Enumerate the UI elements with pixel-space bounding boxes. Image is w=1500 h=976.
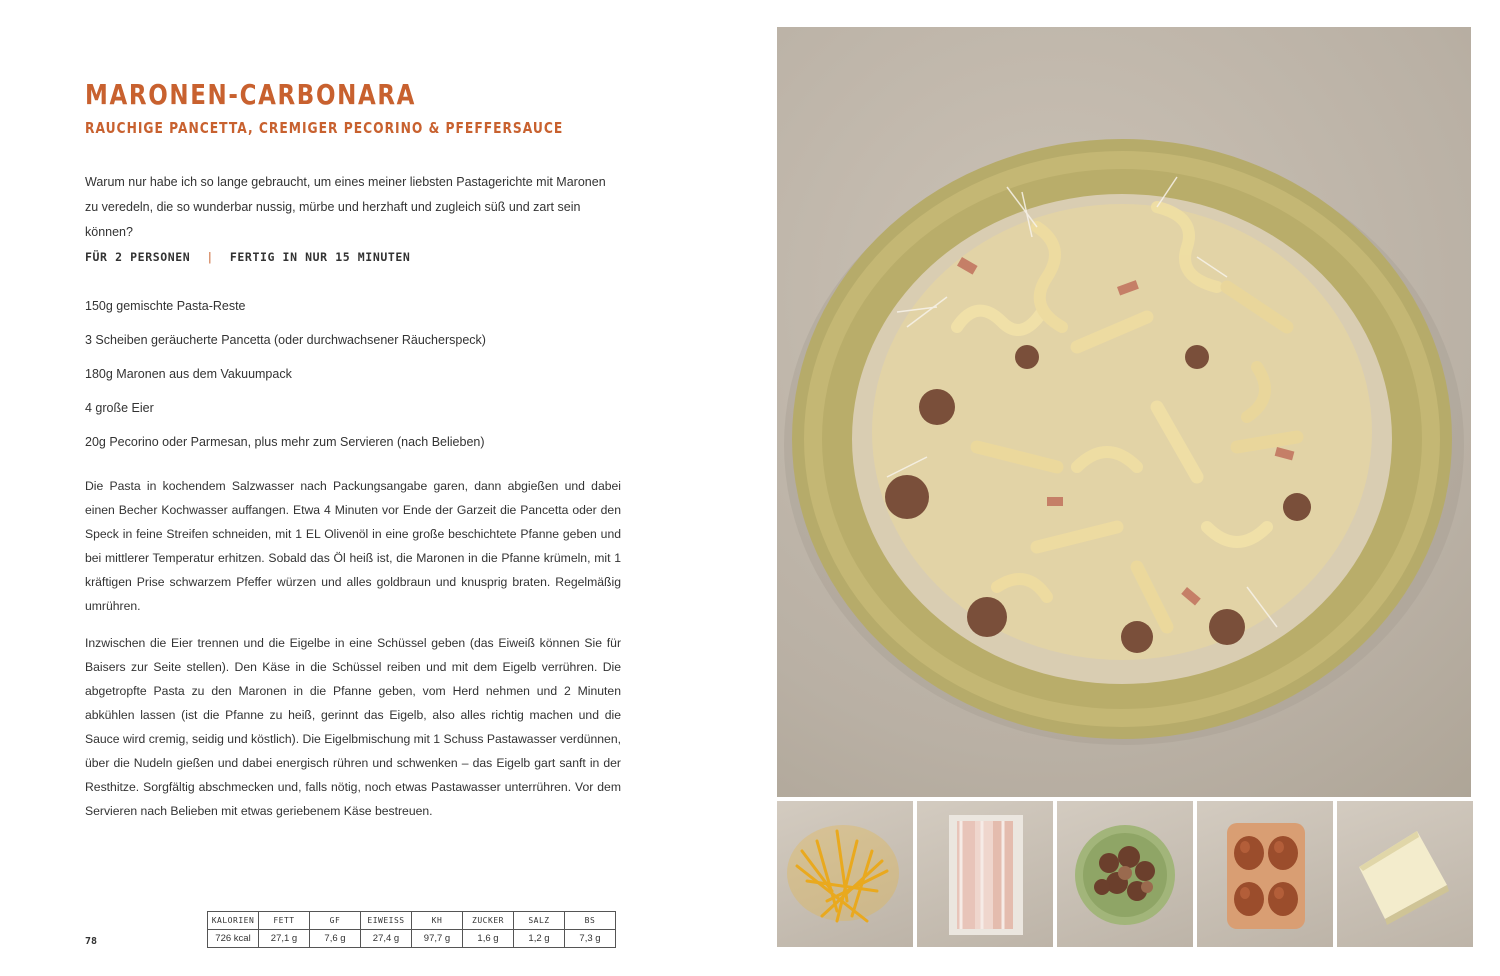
thumbnail-cheese xyxy=(1337,801,1473,947)
recipe-page xyxy=(0,0,740,976)
ingredient-list xyxy=(85,296,486,466)
method-section xyxy=(85,475,621,838)
nutrition-value: 27,1 g xyxy=(259,930,310,948)
thumbnail-grated-cheese xyxy=(777,801,913,947)
nutrition-header: EIWEISS xyxy=(361,912,412,930)
nutrition-header: GF xyxy=(310,912,361,930)
nutrition-header: FETT xyxy=(259,912,310,930)
thumbnail-eggs xyxy=(1197,801,1333,947)
nutrition-value: 97,7 g xyxy=(412,930,463,948)
recipe-meta xyxy=(85,250,410,264)
nutrition-value: 726 kcal xyxy=(208,930,259,948)
chestnuts-bowl-icon xyxy=(1057,801,1193,947)
nutrition-value: 27,4 g xyxy=(361,930,412,948)
nutrition-value-row xyxy=(208,930,616,948)
nutrition-value: 7,3 g xyxy=(565,930,616,948)
nutrition-header: KALORIEN xyxy=(208,912,259,930)
method-step: Die Pasta in kochendem Salzwasser nach Packungsangabe garen, dann abgießen und dabei einen Becher Kochwasser auffangen. Etwa 4 Minuten vor Ende der Garzeit die Pancetta oder den Speck in feine Streifen schneiden, mit 1 EL Olivenöl in eine große beschichtete Pfanne geben und bei mittlerer Temperatur erhitzen. Sobald das Öl heiß ist, die Maronen in die Pfanne krümeln, mit 1 kräftigen Prise schwarzem Pfeffer würzen und alles goldbraun und knusprig braten. Regelmäßig umrühren. xyxy=(85,479,621,613)
recipe-intro: Warum nur habe ich so lange gebraucht, um eines meiner liebsten Pastagerichte mit Maronen zu veredeln, die so wunderbar nussig, mürbe und herzhaft und zugleich süß und zart sein können? xyxy=(85,175,606,239)
nutrition-header: SALZ xyxy=(514,912,565,930)
recipe-title: MARONEN-CARBONARA xyxy=(85,78,417,111)
nutrition-header: KH xyxy=(412,912,463,930)
method-step: Inzwischen die Eier trennen und die Eigelbe in eine Schüssel geben (das Eiweiß können Sie für Baisers zur Seite stellen). Den Käse in die Schüssel reiben und mit dem Eigelb verrühren. Die abgetropfte Pasta zu den Maronen in die Pfanne geben, vom Herd nehmen und 2 Minuten abkühlen lassen (ist die Pfanne zu heiß, gerinnt das Eigelb, also alles richtig machen und die Sauce wird cremig, seidig und köstlich). Die Eigelbmischung mit 1 Schuss Pastawasser verdünnen, über die Nudeln gießen und dabei energisch rühren und schwenken – das Eigelb gart sanft in der Resthitze. Sorgfältig abschmecken und, falls nötig, noch etwas Pastawasser unterrühren. Vor dem Servieren nach Belieben mit etwas geriebenem Käse bestreuen. xyxy=(85,636,621,818)
ingredient-item: 20g Pecorino oder Parmesan, plus mehr zum Servieren (nach Belieben) xyxy=(85,435,485,449)
servings-label: FÜR 2 PERSONEN xyxy=(85,250,191,264)
page-number: 78 xyxy=(85,936,98,947)
grated-cheese-icon xyxy=(777,801,913,947)
cheese-wedge-icon xyxy=(1337,801,1473,947)
ingredient-item: 4 große Eier xyxy=(85,401,154,415)
thumbnail-chestnuts xyxy=(1057,801,1193,947)
nutrition-header-row xyxy=(208,912,616,930)
meta-separator: | xyxy=(206,250,214,264)
hero-photo xyxy=(777,27,1471,797)
nutrition-header: ZUCKER xyxy=(463,912,514,930)
ingredient-item: 180g Maronen aus dem Vakuumpack xyxy=(85,367,292,381)
nutrition-value: 1,6 g xyxy=(463,930,514,948)
nutrition-value: 1,2 g xyxy=(514,930,565,948)
recipe-subtitle: RAUCHIGE PANCETTA, CREMIGER PECORINO & PFEFFERSAUCE xyxy=(85,119,564,137)
nutrition-value: 7,6 g xyxy=(310,930,361,948)
nutrition-header: BS xyxy=(565,912,616,930)
pasta-plate-illustration xyxy=(777,27,1471,797)
ingredient-item: 3 Scheiben geräucherte Pancetta (oder durchwachsener Räucherspeck) xyxy=(85,333,486,347)
nutrition-table xyxy=(207,911,616,948)
ingredient-item: 150g gemischte Pasta-Reste xyxy=(85,299,246,313)
pancetta-icon xyxy=(917,801,1053,947)
thumbnail-pancetta xyxy=(917,801,1053,947)
eggs-carton-icon xyxy=(1197,801,1333,947)
time-label: FERTIG IN NUR 15 MINUTEN xyxy=(229,250,411,264)
